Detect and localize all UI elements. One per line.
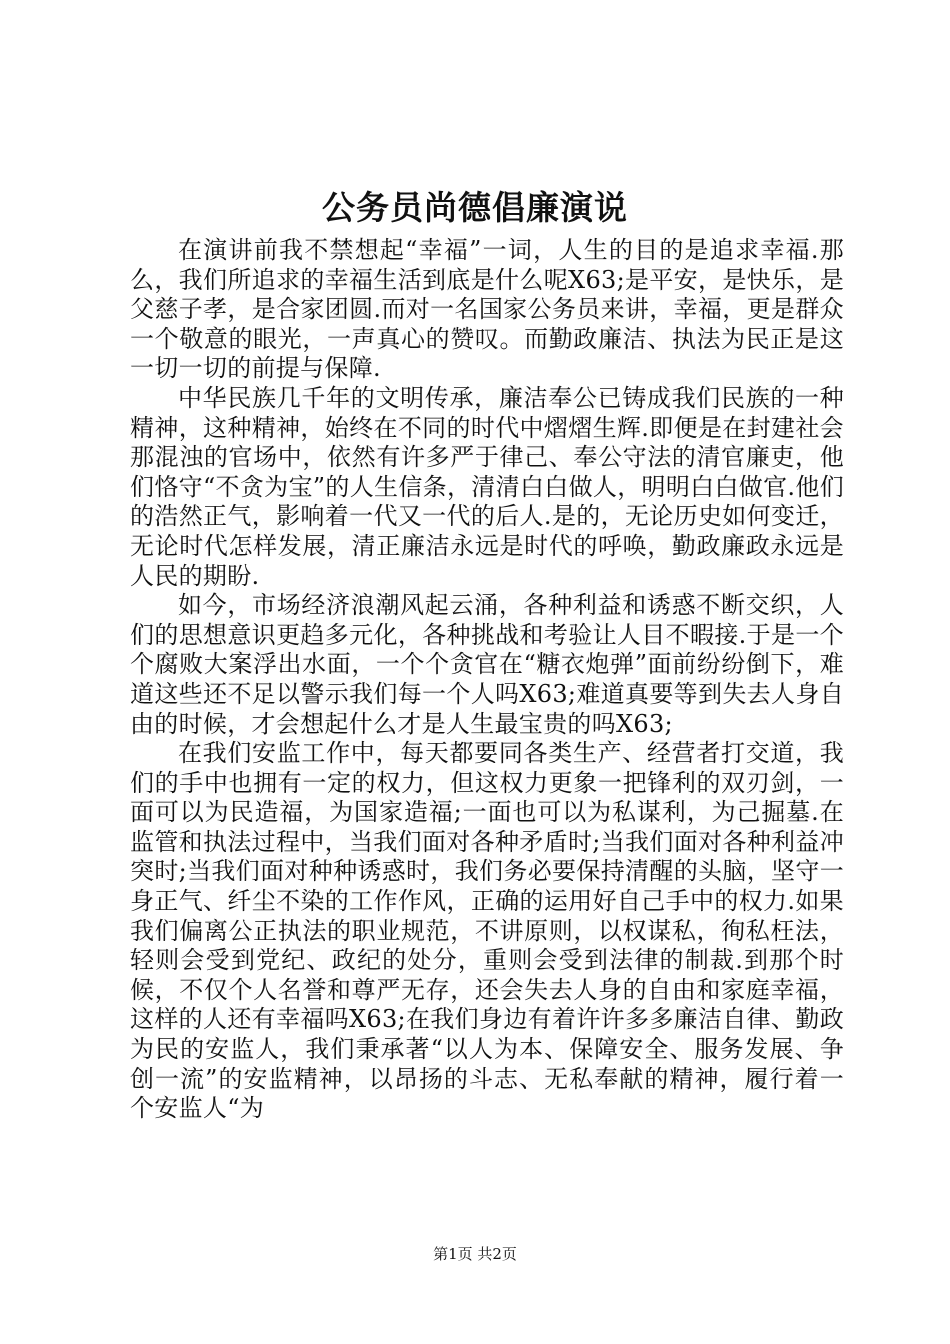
document-body [130, 236, 844, 1124]
paragraph-2: 中华民族几千年的文明传承，廉洁奉公已铸成我们民族的一种精神，这种精神，始终在不同的时代中熠熠生辉.即便是在封建社会那混浊的官场中，依然有许多严于律己、奉公守法的清官廉吏，他们恪守“不贪为宝”的人生信条，清清白白做人，明明白白做官.他们的浩然正气，影响着一代又一代的后人.是的，无论历史如何变迁，无论时代怎样发展，清正廉洁永远是时代的呼唤，勤政廉政永远是人民的期盼. [130, 383, 844, 590]
document-title: 公务员尚德倡廉演说 [322, 188, 628, 227]
paragraph-1: 在演讲前我不禁想起“幸福”一词，人生的目的是追求幸福.那么，我们所追求的幸福生活到底是什么呢X63;是平安，是快乐，是父慈子孝，是合家团圆.而对一名国家公务员来讲，幸福，更是群众一个敬意的眼光，一声真心的赞叹。而勤政廉洁、执法为民正是这一切一切的前提与保障. [130, 236, 844, 383]
page-number-footer: 第1页 共2页 [433, 1245, 517, 1263]
paragraph-3: 如今，市场经济浪潮风起云涌，各种利益和诱惑不断交织，人们的思想意识更趋多元化，各种挑战和考验让人目不暇接.于是一个个腐败大案浮出水面，一个个贪官在“糖衣炮弹”面前纷纷倒下，难道这些还不足以警示我们每一个人吗X63;难道真要等到失去人身自由的时候，才会想起什么才是人生最宝贵的吗X63; [130, 591, 844, 738]
paragraph-4: 在我们安监工作中，每天都要同各类生产、经营者打交道，我们的手中也拥有一定的权力，但这权力更象一把锋利的双刃剑，一面可以为民造福，为国家造福;一面也可以为私谋利，为己掘墓.在监管和执法过程中，当我们面对各种矛盾时;当我们面对各种利益冲突时;当我们面对种种诱惑时，我们务必要保持清醒的头脑，坚守一身正气、纤尘不染的工作作风，正确的运用好自己手中的权力.如果我们偏离公正执法的职业规范，不讲原则，以权谋私，徇私枉法，轻则会受到党纪、政纪的处分，重则会受到法律的制裁.到那个时候，不仅个人名誉和尊严无存，还会失去人身的自由和家庭幸福，这样的人还有幸福吗X63;在我们身边有着许许多多廉洁自律、勤政为民的安监人，我们秉承著“以人为本、保障安全、服务发展、争创一流”的安监精神，以昂扬的斗志、无私奉献的精神，履行着一个安监人“为 [130, 739, 844, 1123]
